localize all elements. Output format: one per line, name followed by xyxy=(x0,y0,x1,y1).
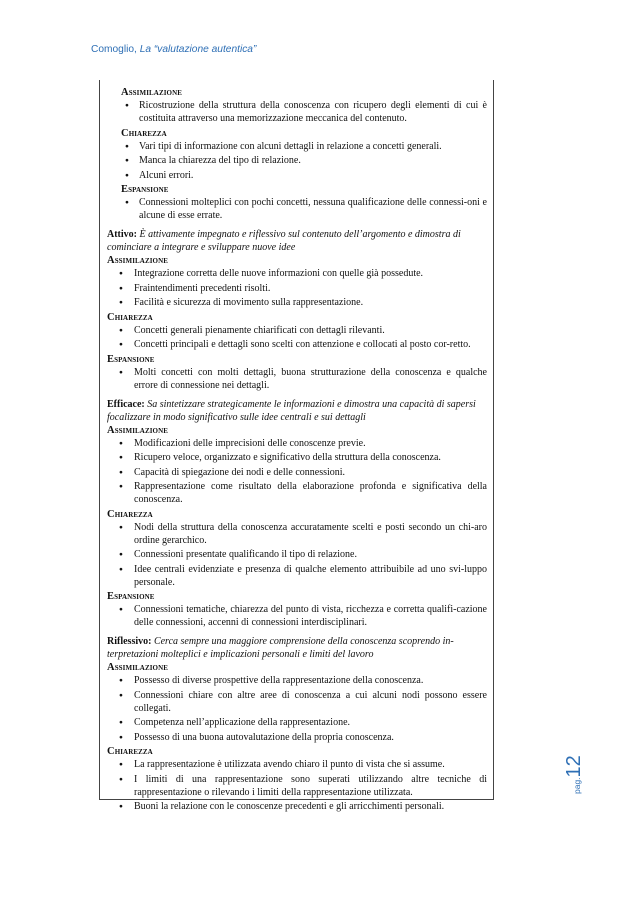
section-heading-espansione: Espansione xyxy=(107,353,155,365)
list-item: ● Possesso di una buona autovalutazione della propria conoscenza. xyxy=(107,731,487,744)
list-item: ● Connessioni chiare con altre aree di conoscenza a cui alcuni nodi possono essere collegati. xyxy=(107,689,487,715)
bullet-list xyxy=(107,196,487,222)
section-heading-chiarezza: Chiarezza xyxy=(107,311,153,323)
page-number-rotated xyxy=(563,755,586,794)
level-description: Sa sintetizzare strategicamente le informazioni e dimostra una capacità di sapersi focalizzare in modo significativo sulle idee centrali e sui dettagli xyxy=(107,398,476,423)
bullet-list xyxy=(107,521,487,589)
level-name: Riflessivo: xyxy=(107,636,152,647)
list-item: ● Facilità e sicurezza di movimento sulla rappresentazione. xyxy=(107,296,487,309)
page-number-value: 12 xyxy=(563,755,585,778)
section-heading-assimilazione: Assimilazione xyxy=(121,87,183,98)
level-heading-riflessivo xyxy=(107,635,487,661)
bullet-list xyxy=(107,140,487,182)
list-item: ● I limiti di una rappresentazione sono superati utilizzando altre tecniche di rappresentazione o rilevando i limiti della rappresentazione utilizzata. xyxy=(107,773,487,799)
running-header xyxy=(91,44,256,55)
list-item: ● Modificazioni delle imprecisioni delle conoscenze previe. xyxy=(107,437,487,450)
list-item: ● Ricostruzione della struttura della conoscenza con ricupero degli elementi di cui è costituita attraverso una memorizzazione meccanica del contenuto. xyxy=(107,99,487,125)
bullet-list xyxy=(107,437,487,507)
level-name: Attivo: xyxy=(107,229,137,240)
bullet-list xyxy=(107,674,487,744)
level-heading-attivo xyxy=(107,228,487,254)
bullet-list xyxy=(107,758,487,813)
list-item: ● Possesso di diverse prospettive della rappresentazione della conoscenza. xyxy=(107,674,487,687)
page-prefix: pag. xyxy=(572,777,582,794)
bullet-list xyxy=(107,267,487,309)
bullet-list xyxy=(107,99,487,125)
page-number xyxy=(555,742,615,792)
list-item: ● Molti concetti con molti dettagli, buona strutturazione della conoscenza e qualche errore di connessione nei dettagli. xyxy=(107,366,487,392)
list-item: ● Vari tipi di informazione con alcuni dettagli in relazione a concetti generali. xyxy=(107,140,487,153)
list-item: ● Concetti principali e dettagli sono scelti con attenzione e collocati al posto cor-retto. xyxy=(107,338,487,351)
list-item: ● Manca la chiarezza del tipo di relazione. xyxy=(107,154,487,167)
section-heading-chiarezza: Chiarezza xyxy=(107,508,153,520)
section-heading-chiarezza: Chiarezza xyxy=(107,746,153,757)
list-item: ● Connessioni tematiche, chiarezza del punto di vista, ricchezza e corretta qualifi-cazione delle connessioni, accenni di connessioni interdisciplinari. xyxy=(107,603,487,629)
list-item: ● La rappresentazione è utilizzata avendo chiaro il punto di vista che si assume. xyxy=(107,758,487,771)
section-heading-espansione: Espansione xyxy=(121,184,169,195)
level-name: Efficace: xyxy=(107,398,145,410)
bullet-list xyxy=(107,324,487,352)
list-item: ● Idee centrali evidenziate e presenza di qualche elemento attribuibile ad uno svi-luppo personale. xyxy=(107,563,487,589)
list-item: ● Buoni la relazione con le conoscenze precedenti e gli arricchimenti personali. xyxy=(107,800,487,813)
list-item: ● Ricupero veloce, organizzato e significativo della struttura della conoscenza. xyxy=(107,451,487,464)
list-item: ● Capacità di spiegazione dei nodi e delle connessioni. xyxy=(107,466,487,479)
list-item: ● Fraintendimenti precedenti risolti. xyxy=(107,282,487,295)
section-heading-assimilazione: Assimilazione xyxy=(107,255,169,266)
header-title: La “valutazione autentica” xyxy=(139,44,257,55)
list-item: ● Concetti generali pienamente chiarificati con dettagli rilevanti. xyxy=(107,324,487,337)
list-item: ● Alcuni errori. xyxy=(107,169,487,182)
level-heading-efficace xyxy=(107,398,487,424)
section-heading-espansione: Espansione xyxy=(107,591,155,602)
rubric-content xyxy=(107,86,487,815)
list-item: ● Integrazione corretta delle nuove informazioni con quelle già possedute. xyxy=(107,267,487,280)
section-heading-assimilazione: Assimilazione xyxy=(107,662,169,673)
list-item: ● Connessioni presentate qualificando il tipo di relazione. xyxy=(107,548,487,561)
section-heading-chiarezza: Chiarezza xyxy=(121,127,167,139)
level-description: È attivamente impegnato e riflessivo sul contenuto dell’argomento e dimostra di cominciare a integrare e sviluppare nuove idee xyxy=(107,229,461,253)
list-item: ● Connessioni molteplici con pochi concetti, nessuna qualificazione delle connessi-oni e alcune di esse errate. xyxy=(107,196,487,222)
list-item: ● Competenza nell’applicazione della rappresentazione. xyxy=(107,716,487,729)
list-item: ● Nodi della struttura della conoscenza accuratamente scelti e posti secondo un chi-aro ordine gerarchico. xyxy=(107,521,487,547)
section-heading-assimilazione: Assimilazione xyxy=(107,424,169,436)
list-item: ● Rappresentazione come risultato della elaborazione profonda e significativa della conoscenza. xyxy=(107,480,487,506)
bullet-list xyxy=(107,603,487,629)
level-description: Cerca sempre una maggiore comprensione della conoscenza scoprendo in-terpretazioni molteplici e implicazioni personali e limiti del lavoro xyxy=(107,636,454,660)
header-author: Comoglio, xyxy=(91,44,140,55)
bullet-list xyxy=(107,366,487,392)
